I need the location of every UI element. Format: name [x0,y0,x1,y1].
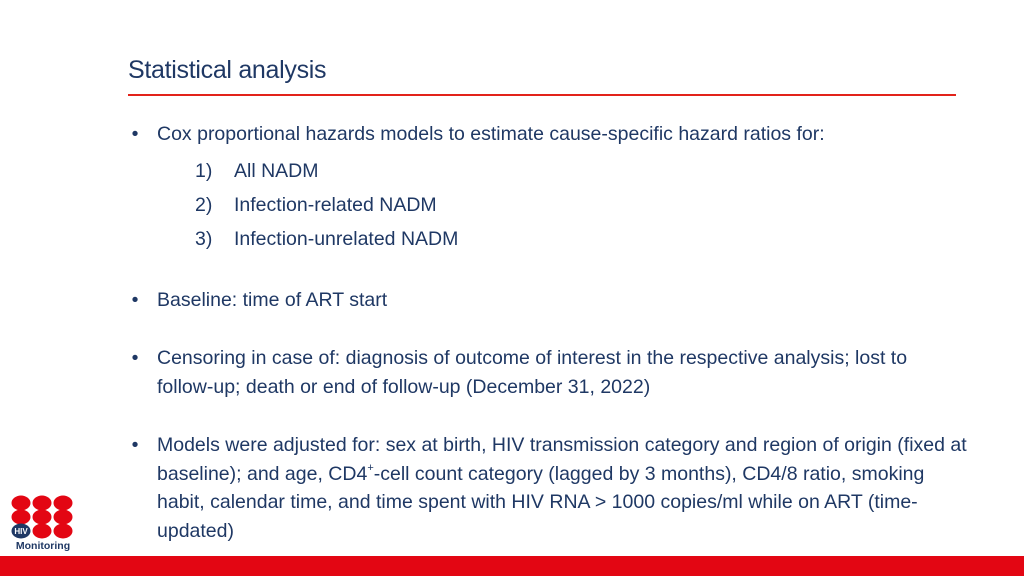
list-number: 1) [195,159,213,182]
hiv-monitoring-logo [8,493,78,555]
bullet-cox-models [128,120,968,256]
footer-bar [0,556,1024,576]
title-underline [128,94,956,96]
bullet-censoring [128,344,968,401]
bullet-text [157,434,967,542]
list-item [195,188,968,222]
superscript-plus: + [367,462,374,474]
page-title: Statistical analysis [128,56,327,84]
bullet-text: Censoring in case of: diagnosis of outcome of interest in the respective analysis; lost to follow-up; death or end of follow-up (December 31, 2022) [157,347,908,398]
numbered-list [157,154,968,256]
bullet-marker: • [131,288,139,311]
bullet-text-part: -cell count category (lagged by 3 months), CD4/8 ratio, smoking habit, calendar time, and time spent with HIV RNA > 1000 copies/ml while on ART (time-updated) [157,462,925,542]
bullet-marker: • [131,347,139,369]
bullet-marker: • [131,434,139,456]
logo-mark [8,493,78,541]
bullet-text-part: Models were adjusted for: sex at birth, HIV transmission category and region of origin (fixed at baseline); and age, CD4 [157,434,967,485]
logo-badge-text: HIV [14,527,28,536]
logo-caption: Monitoring [15,540,71,552]
list-item [195,154,968,188]
list-number: 2) [195,193,213,216]
bullet-adjustments [128,431,968,545]
slide-content [128,120,968,545]
list-item-text: Infection-related NADM [234,193,437,216]
bullet-text: Cox proportional hazards models to estimate cause-specific hazard ratios for: [157,123,825,145]
bullet-marker: • [131,123,139,145]
bullet-text: Baseline: time of ART start [157,288,388,311]
bullet-baseline [128,286,968,315]
list-item-text: All NADM [234,159,319,182]
list-item [195,222,968,256]
list-item-text: Infection-unrelated NADM [234,227,459,250]
list-number: 3) [195,227,213,250]
